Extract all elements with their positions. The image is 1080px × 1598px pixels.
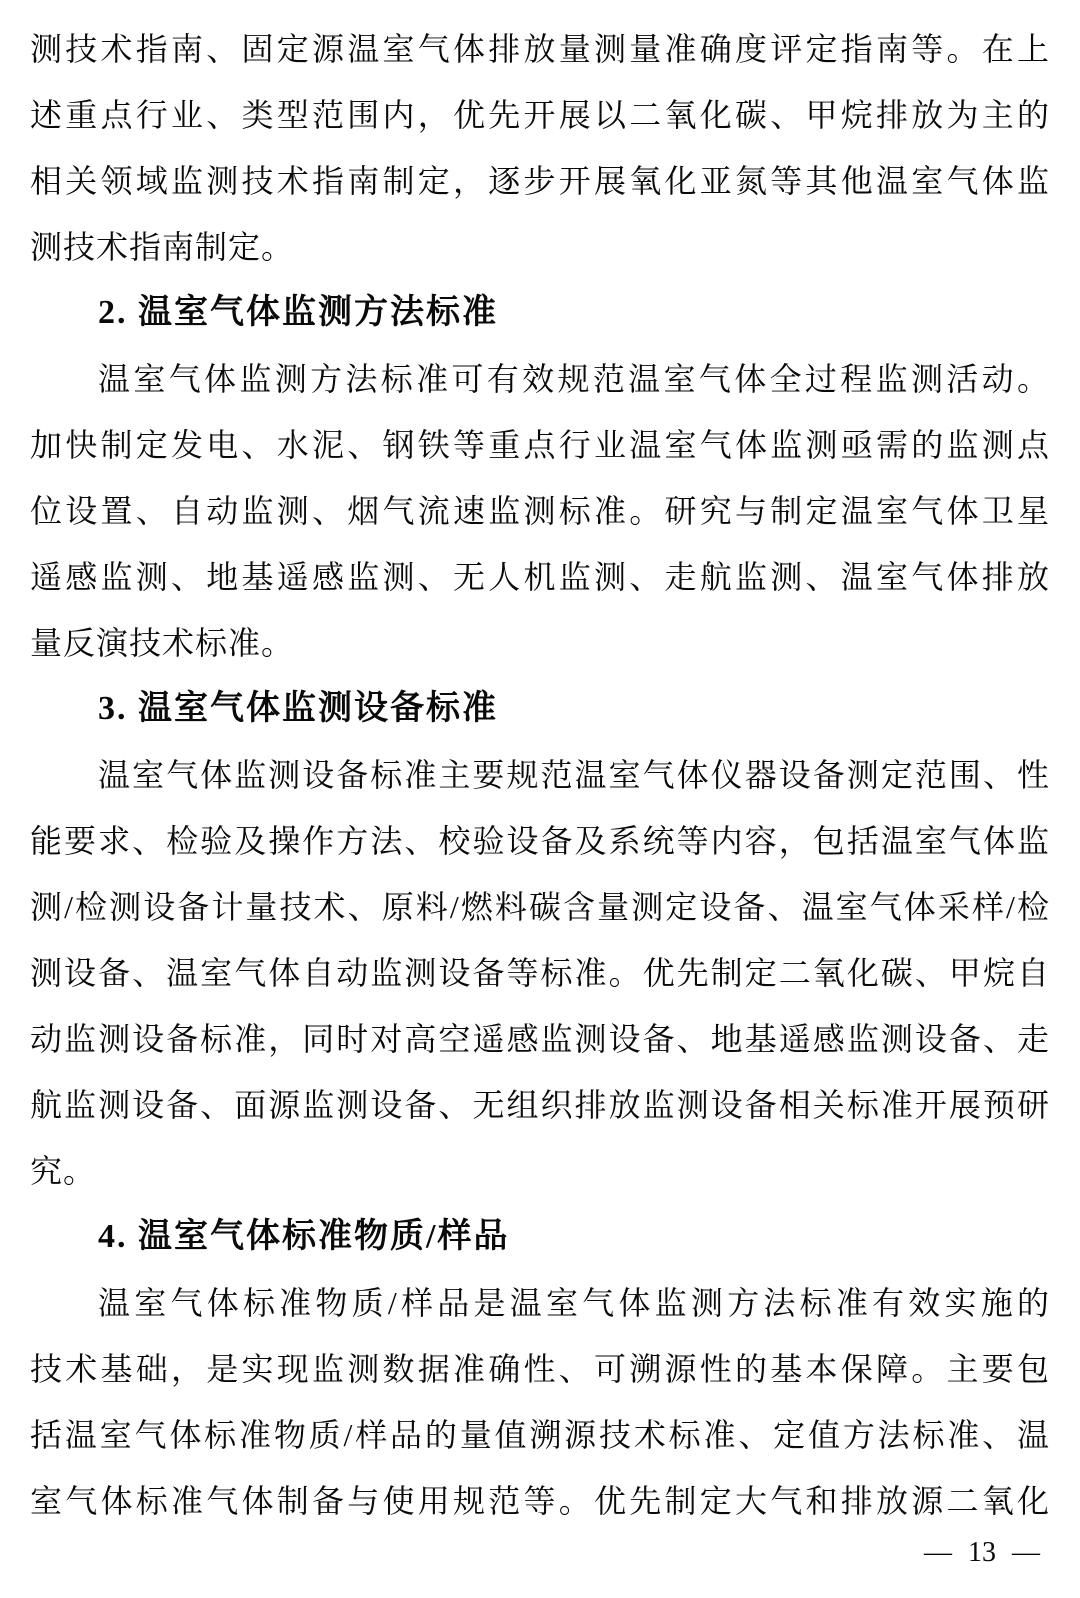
para2-line4: 遥感监测、地基遥感监测、无人机监测、走航监测、温室气体排放 xyxy=(30,559,1050,595)
document-body xyxy=(30,16,1050,1534)
para4-line4: 室气体标准气体制备与使用规范等。优先制定大气和排放源二氧化 xyxy=(30,1483,1050,1519)
section-heading-3: 3. 温室气体监测设备标准 xyxy=(98,690,498,727)
para4-line3: 括温室气体标准物质/样品的量值溯源技术标准、定值方法标准、温 xyxy=(30,1417,1050,1453)
para3-line2: 能要求、检验及操作方法、校验设备及系统等内容，包括温室气体监 xyxy=(30,823,1050,859)
para1-line2: 述重点行业、类型范围内，优先开展以二氧化碳、甲烷排放为主的 xyxy=(30,97,1050,133)
para3-line1: 温室气体监测设备标准主要规范温室气体仪器设备测定范围、性 xyxy=(98,757,1050,793)
para4-line2: 技术基础，是实现监测数据准确性、可溯源性的基本保障。主要包 xyxy=(30,1351,1050,1387)
section-heading-4: 4. 温室气体标准物质/样品 xyxy=(98,1218,510,1255)
para2-line1: 温室气体监测方法标准可有效规范温室气体全过程监测活动。 xyxy=(98,361,1050,397)
page-number: 13 xyxy=(968,1537,996,1568)
para3-line3: 测/检测设备计量技术、原料/燃料碳含量测定设备、温室气体采样/检 xyxy=(30,889,1050,925)
para3-line4: 测设备、温室气体自动监测设备等标准。优先制定二氧化碳、甲烷自 xyxy=(30,955,1050,991)
para2-line2: 加快制定发电、水泥、钢铁等重点行业温室气体监测亟需的监测点 xyxy=(30,427,1050,463)
para3-line6: 航监测设备、面源监测设备、无组织排放监测设备相关标准开展预研 xyxy=(30,1087,1050,1123)
section-heading-2: 2. 温室气体监测方法标准 xyxy=(98,294,498,331)
para1-line4: 测技术指南制定。 xyxy=(30,229,295,265)
para3-line5: 动监测设备标准，同时对高空遥感监测设备、地基遥感监测设备、走 xyxy=(30,1021,1050,1057)
footer-left-dash: — xyxy=(924,1537,952,1568)
footer-right-dash: — xyxy=(1012,1537,1040,1568)
para4-line1: 温室气体标准物质/样品是温室气体监测方法标准有效实施的 xyxy=(98,1285,1050,1321)
para1-line1: 测技术指南、固定源温室气体排放量测量准确度评定指南等。在上 xyxy=(30,31,1050,67)
para1-line3: 相关领域监测技术指南制定，逐步开展氧化亚氮等其他温室气体监 xyxy=(30,163,1050,199)
page-footer xyxy=(924,1528,1040,1578)
para2-line5: 量反演技术标准。 xyxy=(30,625,295,661)
para2-line3: 位设置、自动监测、烟气流速监测标准。研究与制定温室气体卫星 xyxy=(30,493,1050,529)
para3-line7: 究。 xyxy=(30,1153,97,1189)
